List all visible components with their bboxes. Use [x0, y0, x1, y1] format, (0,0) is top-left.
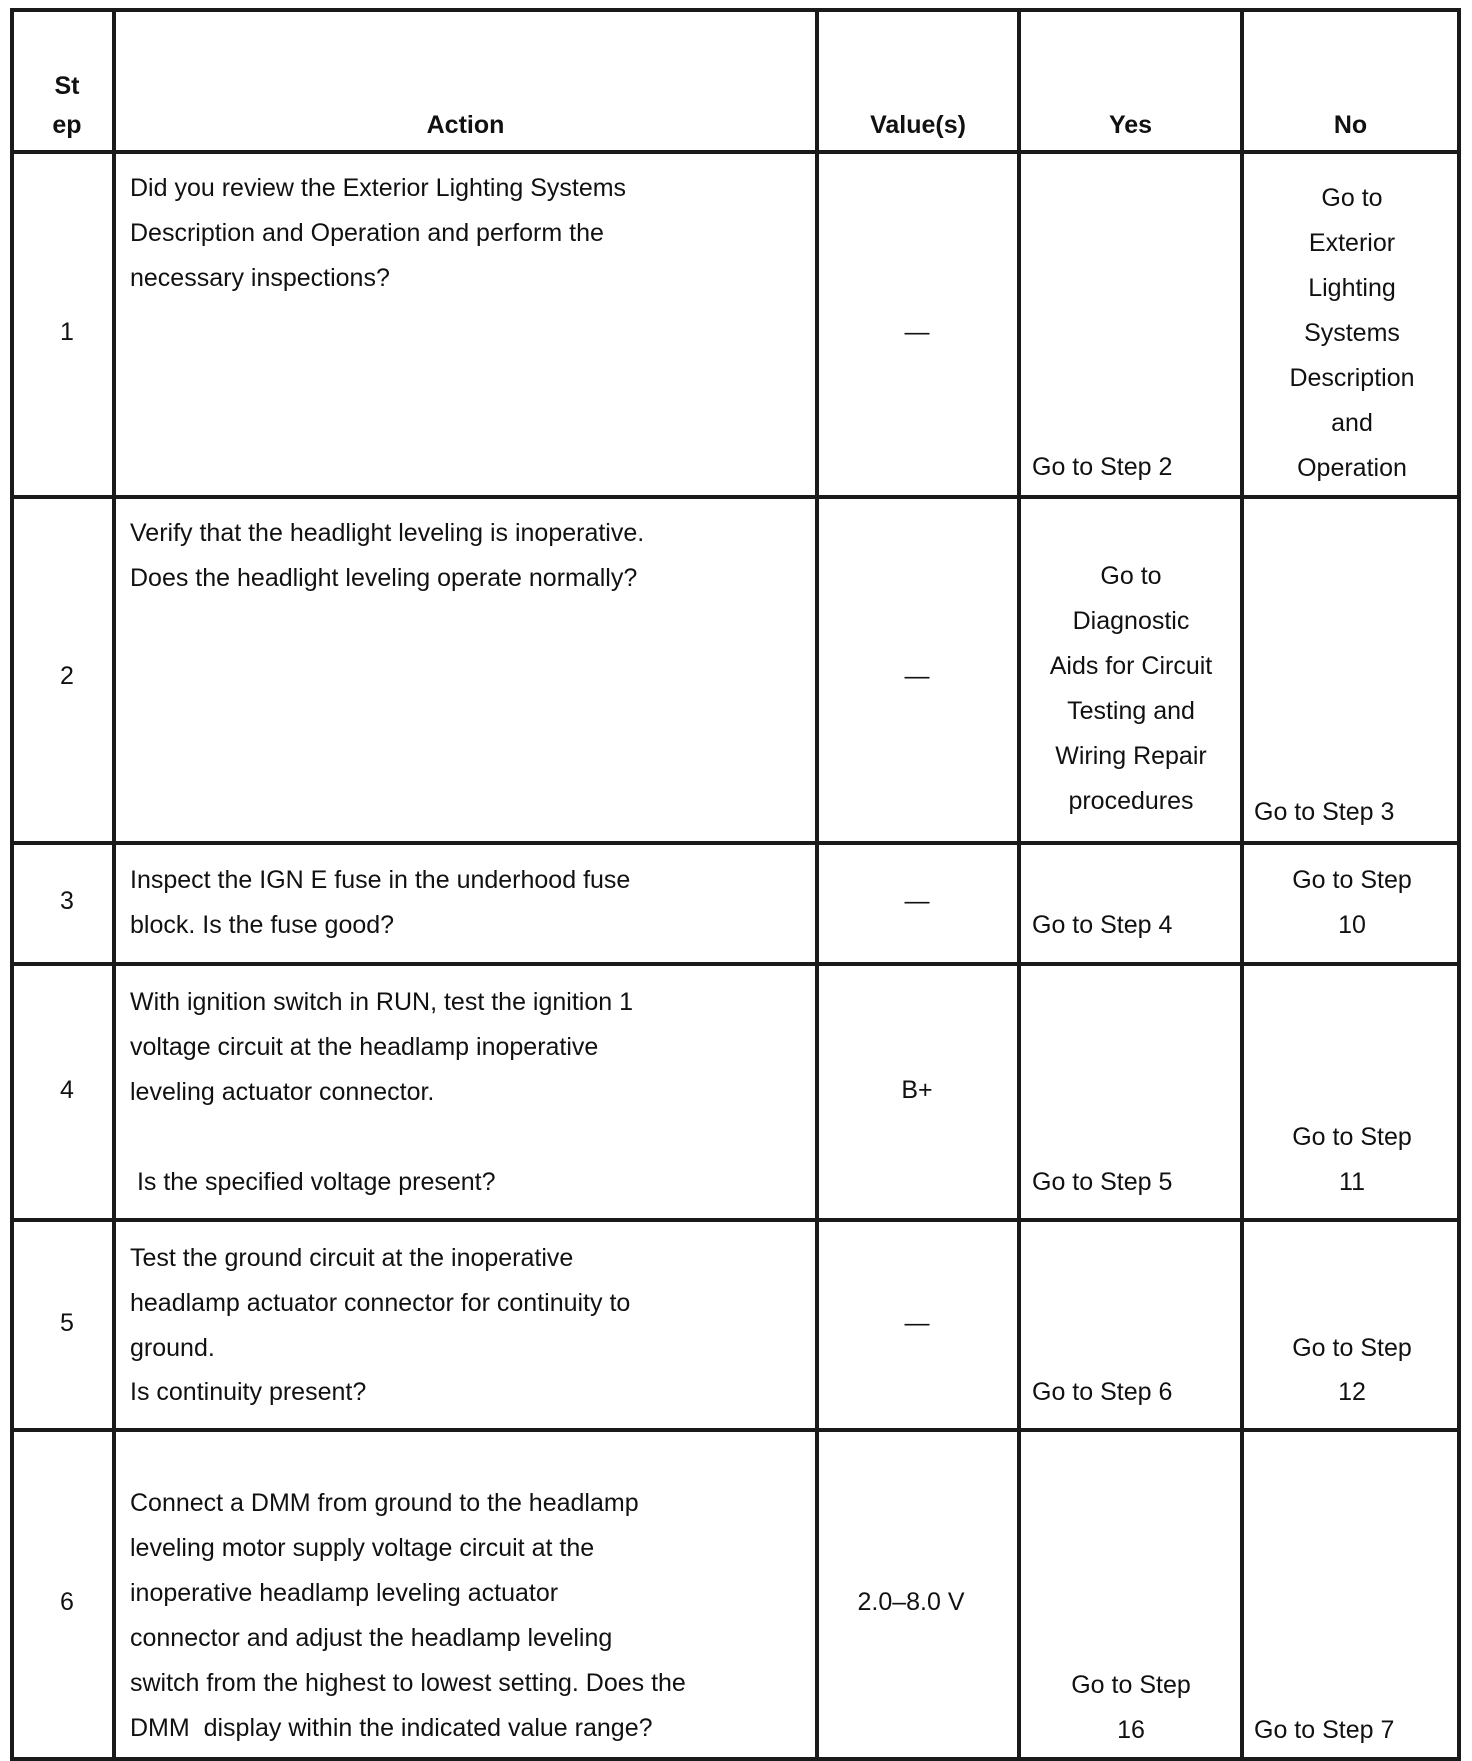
row-2-action-line: Verify that the headlight leveling is inoperative.: [130, 519, 645, 547]
row-1-no-line: Description: [1289, 364, 1415, 392]
row-4-action-line: Is the specified voltage present?: [130, 1168, 496, 1196]
row-2-no: Go to Step 3: [1254, 798, 1395, 826]
row-5-value: —: [904, 1309, 930, 1337]
row-1-value: —: [904, 318, 930, 346]
row-2-yes-line: Testing and: [1067, 697, 1195, 725]
row-5-action-line: Test the ground circuit at the inoperative: [130, 1244, 574, 1272]
row-5-no-line: Go to Step: [1292, 1334, 1412, 1362]
row-4-action-line: leveling actuator connector.: [130, 1078, 435, 1106]
grid-line: [1017, 8, 1021, 1761]
row-5-yes: Go to Step 6: [1032, 1378, 1173, 1406]
row-1-yes: Go to Step 2: [1032, 453, 1173, 481]
row-3-yes: Go to Step 4: [1032, 911, 1173, 939]
row-2-yes-line: Go to: [1100, 562, 1162, 590]
row-2-yes-line: Aids for Circuit: [1049, 652, 1213, 680]
row-5-action-line: headlamp actuator connector for continuity to: [130, 1289, 631, 1317]
grid-line: [1240, 8, 1244, 1761]
row-3-value: —: [904, 887, 930, 915]
row-4-action-line: With ignition switch in RUN, test the ignition 1: [130, 988, 633, 1016]
row-1-no-line: and: [1331, 409, 1373, 437]
row-1-step: 1: [60, 318, 74, 346]
row-1-no-line: Systems: [1304, 319, 1400, 347]
row-5-action-line: Is continuity present?: [130, 1378, 367, 1406]
header-step-line2: ep: [52, 111, 82, 139]
row-6-no: Go to Step 7: [1254, 1716, 1395, 1744]
header-values: Value(s): [870, 111, 966, 139]
row-3-no-line: Go to Step: [1292, 866, 1412, 894]
row-6-step: 6: [60, 1588, 74, 1616]
row-6-value: 2.0–8.0 V: [857, 1588, 965, 1616]
header-yes: Yes: [1108, 111, 1153, 139]
row-2-yes-line: procedures: [1068, 787, 1194, 815]
row-4-step: 4: [60, 1076, 74, 1104]
row-1-action-line: necessary inspections?: [130, 264, 390, 292]
row-1-no-line: Go to: [1321, 184, 1383, 212]
row-5-step: 5: [60, 1309, 74, 1337]
row-6-action-line: DMM display within the indicated value range?: [130, 1714, 653, 1742]
row-3-step: 3: [60, 887, 74, 915]
row-1-no-line: Exterior: [1308, 229, 1396, 257]
header-step-line1: St: [54, 72, 80, 100]
row-4-yes: Go to Step 5: [1032, 1168, 1173, 1196]
row-3-no-line: 10: [1338, 911, 1366, 939]
row-6-action-line: leveling motor supply voltage circuit at the: [130, 1534, 595, 1562]
row-6-action-line: inoperative headlamp leveling actuator: [130, 1579, 559, 1607]
row-2-yes-line: Wiring Repair: [1055, 742, 1207, 770]
row-1-action-line: Did you review the Exterior Lighting Systems: [130, 174, 627, 202]
row-6-action-line: Connect a DMM from ground to the headlamp: [130, 1489, 639, 1517]
row-4-no-line: Go to Step: [1292, 1123, 1412, 1151]
row-3-action-line: block. Is the fuse good?: [130, 911, 395, 939]
row-4-action-line: voltage circuit at the headlamp inoperative: [130, 1033, 599, 1061]
row-5-action-line: ground.: [130, 1334, 215, 1362]
row-1-no-line: Operation: [1297, 454, 1407, 482]
row-6-action-line: switch from the highest to lowest setting. Does the: [130, 1669, 686, 1697]
row-4-no-line: 11: [1339, 1168, 1365, 1196]
header-no: No: [1333, 111, 1368, 139]
header-action: Action: [426, 111, 505, 139]
row-3-action-line: Inspect the IGN E fuse in the underhood fuse: [130, 866, 631, 894]
row-2-step: 2: [60, 662, 74, 690]
row-2-value: —: [904, 662, 930, 690]
row-4-value: B+: [901, 1076, 933, 1104]
row-6-action-line: connector and adjust the headlamp leveling: [130, 1624, 613, 1652]
row-6-yes-line: Go to Step: [1071, 1671, 1191, 1699]
row-6-yes-line: 16: [1117, 1716, 1145, 1744]
row-1-action-line: Description and Operation and perform the: [130, 219, 604, 247]
row-1-no-line: Lighting: [1308, 274, 1396, 302]
grid-line: [815, 8, 819, 1761]
row-2-yes-line: Diagnostic: [1072, 607, 1190, 635]
row-2-action-line: Does the headlight leveling operate normally?: [130, 564, 638, 592]
diagnostic-table: [10, 8, 1461, 1761]
row-5-no-line: 12: [1338, 1378, 1366, 1406]
